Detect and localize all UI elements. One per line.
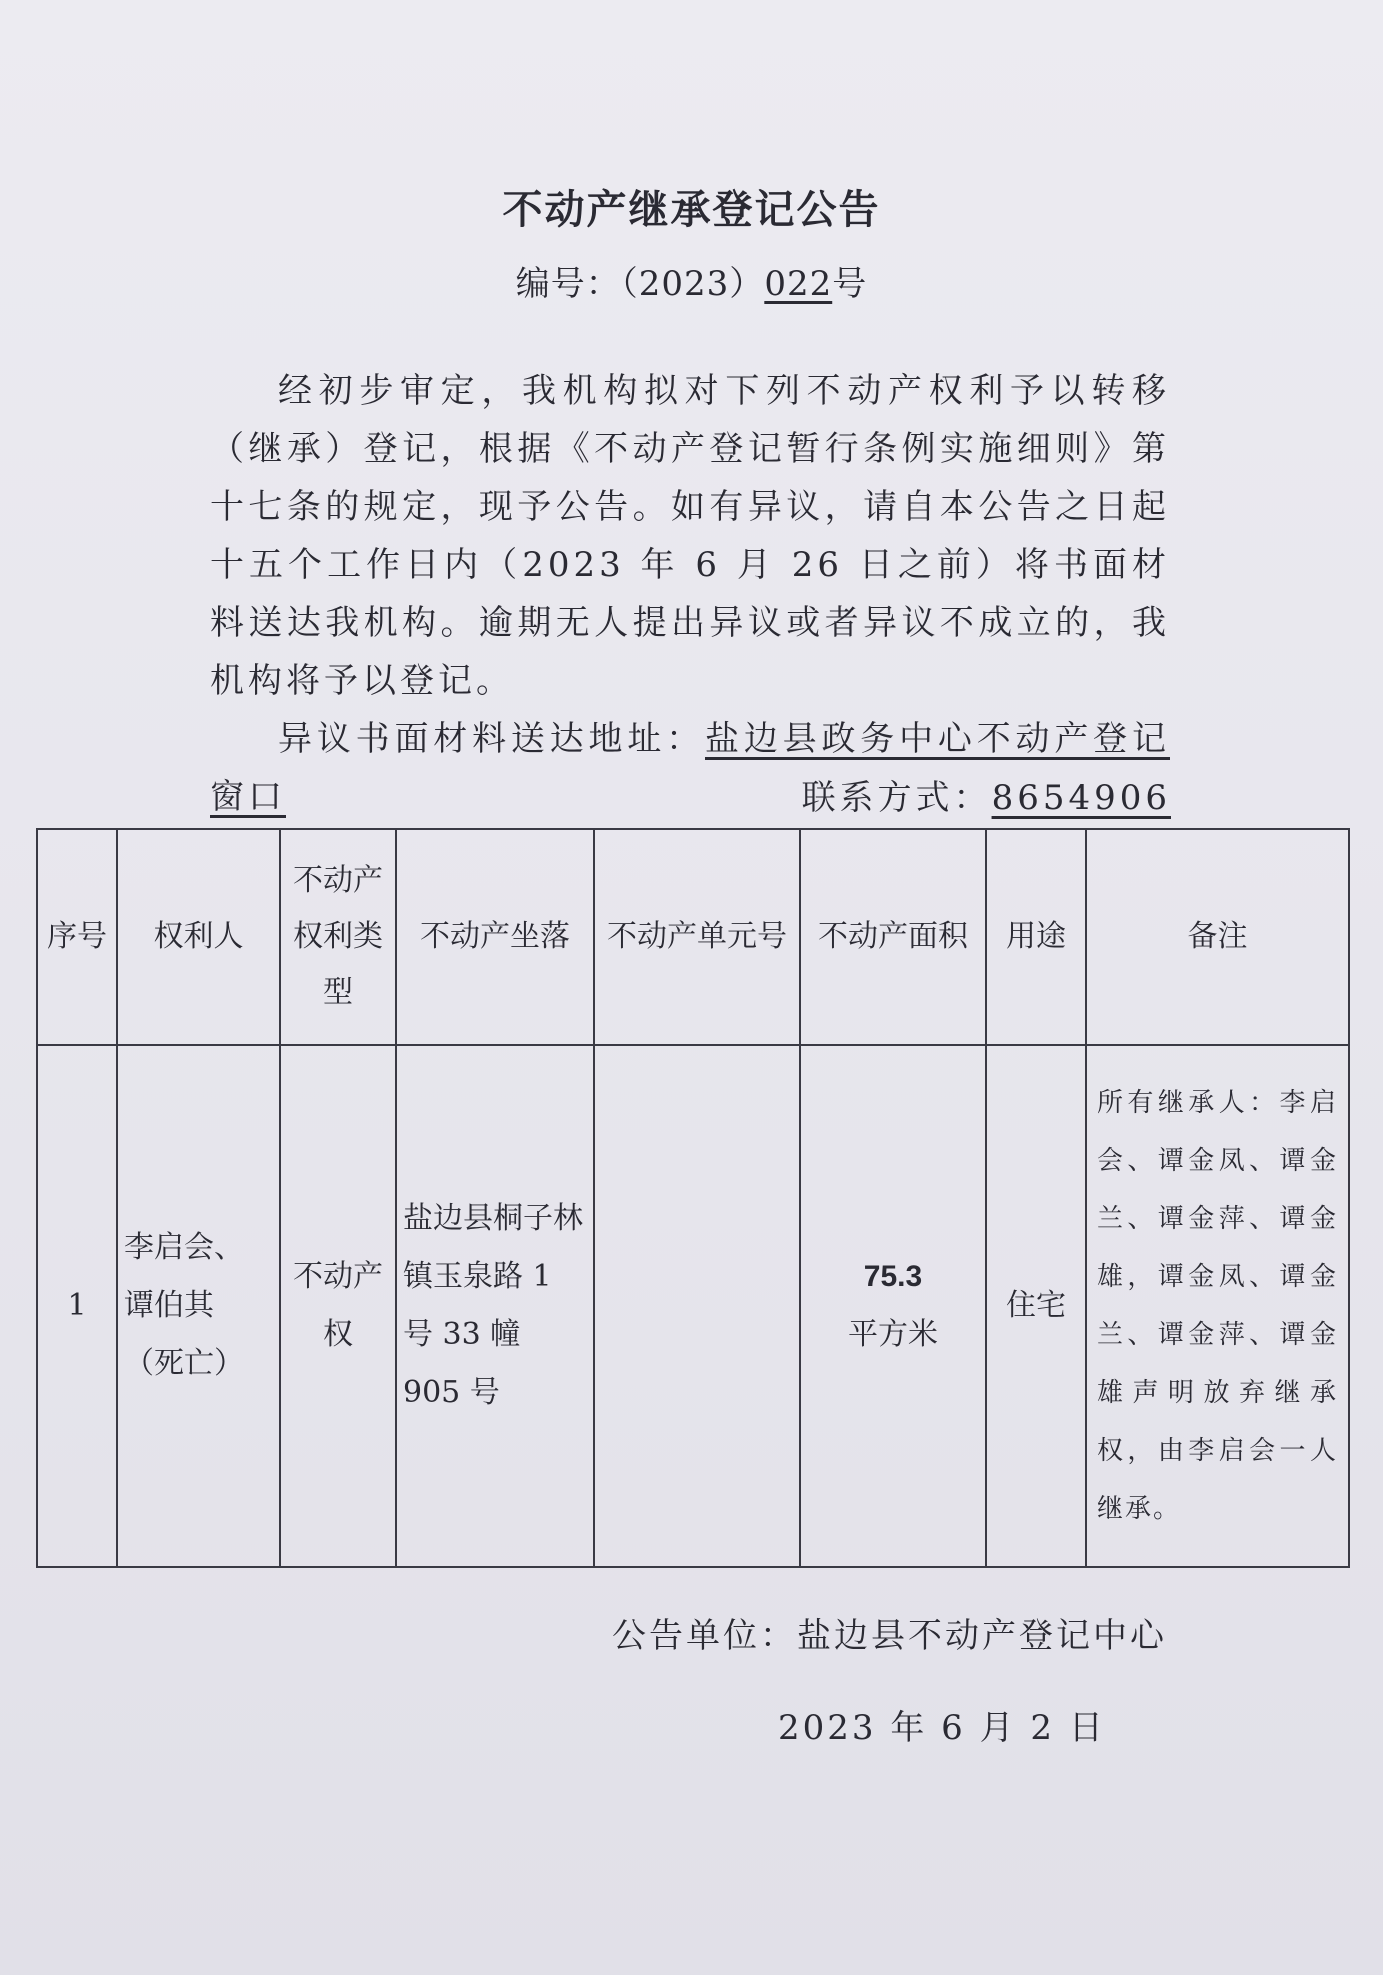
cell-area	[800, 1045, 986, 1567]
cell-usage: 住宅	[986, 1045, 1086, 1567]
area-unit: 平方米	[848, 1317, 938, 1352]
header-area: 不动产面积	[800, 829, 986, 1045]
cell-unit-no	[594, 1045, 800, 1567]
objection-address-label: 异议书面材料送达地址：	[278, 719, 705, 759]
header-unit-no: 不动产单元号	[594, 829, 800, 1045]
issue-date: 2023 年 6 月 2 日	[778, 1708, 1106, 1748]
area-value: 75.3	[863, 1260, 923, 1293]
notice-body	[210, 362, 1170, 826]
header-seq: 序号	[37, 829, 117, 1045]
cell-remark: 所有继承人：李启会、谭金凤、谭金兰、谭金萍、谭金雄，谭金凤、谭金兰、谭金萍、谭金雄声明放弃继承权，由李启会一人继承。	[1086, 1045, 1349, 1567]
cell-holder: 李启会、谭伯其（死亡）	[117, 1045, 280, 1567]
contact-phone: 8654906	[991, 778, 1171, 818]
header-holder: 权利人	[117, 829, 280, 1045]
header-usage: 用途	[986, 829, 1086, 1045]
header-location: 不动产坐落	[396, 829, 594, 1045]
document-number-suffix: 号	[832, 264, 868, 304]
header-right-type: 不动产权利类型	[280, 829, 396, 1045]
cell-location: 盐边县桐子林镇玉泉路 1 号 33 幢 905 号	[396, 1045, 594, 1567]
document-number	[0, 256, 1383, 305]
notice-paragraph: 经初步审定，我机构拟对下列不动产权利予以转移（继承）登记，根据《不动产登记暂行条例实施细则》第十七条的规定，现予公告。如有异议，请自本公告之日起十五个工作日内（2023 年 6 月 26 日之前）将书面材料送达我机构。逾期无人提出异议或者异议不成立的，我机构将予以登记。	[210, 371, 1170, 701]
document-number-value: 022	[764, 264, 833, 304]
property-table	[36, 828, 1350, 1568]
cell-seq: 1	[37, 1045, 117, 1567]
issuing-unit: 公告单位：盐边县不动产登记中心	[612, 1616, 1167, 1656]
header-remark: 备注	[1086, 829, 1349, 1045]
table-header-row	[37, 829, 1349, 1045]
objection-address-value: 盐边县政务中心不动产登记窗口	[210, 719, 1170, 817]
table-row	[37, 1045, 1349, 1567]
contact-label: 联系方式：	[801, 778, 992, 818]
document-number-prefix: 编号：（2023）	[515, 264, 765, 304]
cell-right-type: 不动产权	[280, 1045, 396, 1567]
page-title: 不动产继承登记公告	[502, 186, 881, 233]
contact-info	[802, 770, 1171, 819]
